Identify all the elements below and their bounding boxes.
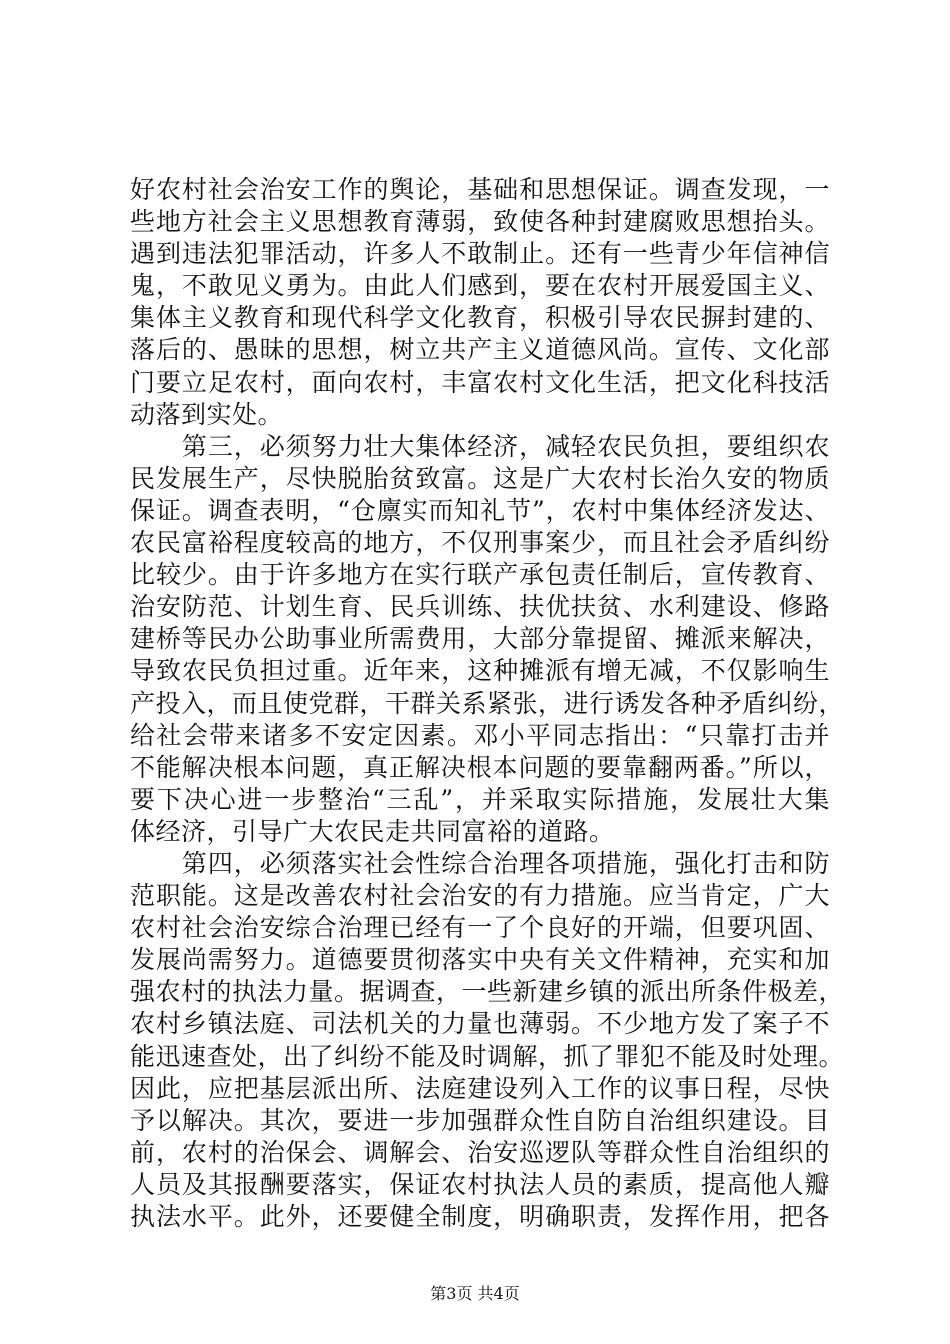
text-line: 人员及其报酬要落实，保证农村执法人员的素质，提高他人瓣: [130, 1169, 830, 1199]
text-line: 给社会带来诸多不安定因素。邓小平同志指出：“只靠打击并: [130, 720, 830, 750]
text-line: 好农村社会治安工作的舆论，基础和思想保证。调查发现，一: [130, 175, 830, 204]
text-line: 不能解决根本问题，真正解决根本问题的要靠翻两番。”所以，: [130, 752, 830, 782]
text-line: 保证。调查表明，“仓廪实而知礼节”，农村中集体经济发达、: [130, 495, 830, 525]
text-line: 鬼，不敢见义勇为。由此人们感到，要在农村开展爱国主义、: [130, 271, 830, 301]
text-line: 落后的、愚昧的思想，树立共产主义道德风尚。宣传、文化部: [130, 335, 830, 365]
body-text: [130, 174, 845, 1233]
text-line: 强农村的执法力量。据调查，一些新建乡镇的派出所条件极差，: [130, 977, 845, 1007]
text-line: 动落到实处。: [130, 399, 284, 429]
text-line: 民发展生产，尽快脱胎贫致富。这是广大农村长治久安的物质: [130, 463, 830, 493]
text-line: 导致农民负担过重。近年来，这种摊派有增无减，不仅影响生: [130, 656, 830, 686]
text-line: 产投入，而且使党群，干群关系紧张，进行诱发各种矛盾纠纷，: [130, 688, 845, 718]
text-line: 要下决心进一步整治“三乱”，并采取实际措施，发展壮大集: [130, 784, 830, 814]
text-line: 集体主义教育和现代科学文化教育，积极引导农民摒封建的、: [130, 303, 830, 333]
text-line: 农民富裕程度较高的地方，不仅刑事案少，而且社会矛盾纠纷: [130, 528, 830, 558]
text-line: 范职能。这是改善农村社会治安的有力措施。应当肯定，广大: [130, 881, 830, 911]
page-footer: 第3页 共4页: [430, 1284, 520, 1303]
text-line: 建桥等民办公助事业所需费用，大部分靠提留、摊派来解决，: [130, 624, 830, 654]
text-line: 能迅速查处，出了纠纷不能及时调解，抓了罪犯不能及时处理。: [130, 1041, 845, 1071]
text-line: 执法水平。此外，还要健全制度，明确职责，发挥作用，把各: [130, 1202, 830, 1231]
text-line: 治安防范、计划生育、民兵训练、扶优扶贫、水利建设、修路: [130, 592, 830, 622]
text-line: 体经济，引导广大农民走共同富裕的道路。: [130, 816, 615, 846]
text-line: 第四，必须落实社会性综合治理各项措施，强化打击和防: [130, 848, 830, 878]
text-line: 比较少。由于许多地方在实行联产承包责任制后，宣传教育、: [130, 560, 830, 590]
text-line: 因此，应把基层派出所、法庭建设列入工作的议事日程，尽快: [130, 1073, 830, 1103]
text-line: 发展尚需努力。道德要贯彻落实中央有关文件精神，充实和加: [130, 945, 830, 975]
text-line: 农村社会治安综合治理已经有一了个良好的开端，但要巩固、: [130, 913, 830, 943]
text-line: 农村乡镇法庭、司法机关的力量也薄弱。不少地方发了案子不: [130, 1009, 830, 1039]
text-line: 前，农村的治保会、调解会、治安巡逻队等群众性自治组织的: [130, 1137, 830, 1167]
text-line: 些地方社会主义思想教育薄弱，致使各种封建腐败思想抬头。: [130, 207, 830, 237]
text-line: 遇到违法犯罪活动，许多人不敢制止。还有一些青少年信神信: [130, 239, 830, 269]
text-line: 第三，必须努力壮大集体经济，减轻农民负担，要组织农: [130, 431, 830, 461]
text-line: 门要立足农村，面向农村，丰富农村文化生活，把文化科技活: [130, 367, 830, 397]
text-line: 予以解决。其次，要进一步加强群众性自防自治组织建设。目: [130, 1105, 830, 1135]
